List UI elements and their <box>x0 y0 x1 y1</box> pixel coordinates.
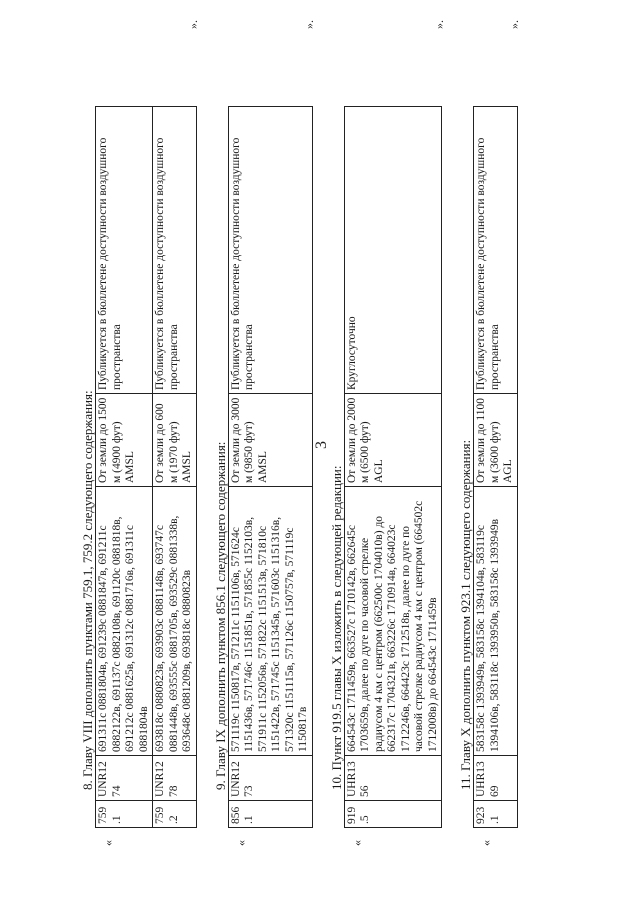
row-number: 759.1 <box>96 801 153 828</box>
zone-altitude: От земли до 1100 м (3600 фут) AGL <box>474 394 518 487</box>
zone-coordinates: 693818с 0880823в, 693903с 0881148в, 693747с 0881448в, 693555с 0881705в, 693529с 0881338в, 693648с 0881209в, 693818с 0880823в <box>153 487 197 756</box>
section-11 <box>458 20 521 850</box>
zone-note: Публикуется в бюллетене доступности воздушного пространства <box>228 107 312 394</box>
airspace-table <box>473 106 518 828</box>
table-row <box>228 107 312 828</box>
rotated-content <box>80 20 521 850</box>
zone-coordinates: 664543с 1711459в, 663527с 1710142в, 662645с 1703659в, далее по дуге по часовой стрелке радиусом 4 км с центром (662500с 1704010в) до 662317с 1704321в, 663226с 1710914в, 664023с 1712246в, 664423с 1712518в, далее по дуге по часовой стрелке радиусом 4 км с центром (664502с 1712008в) до 664543с 1711459в <box>344 487 442 756</box>
zone-code: UNR1274 <box>96 756 153 801</box>
airspace-table <box>228 106 313 828</box>
zone-code: UHR1356 <box>344 756 442 801</box>
zone-code: UNR1273 <box>228 756 312 801</box>
section-heading: 9. Главу IX дополнить пунктом 856.1 следующего содержания: <box>212 441 228 790</box>
zone-note: Публикуется в бюллетене доступности воздушного пространства <box>96 107 153 394</box>
open-quote: « <box>479 840 493 846</box>
page-number: 3 <box>313 441 330 449</box>
section-8 <box>80 20 200 850</box>
section-heading: 10. Пункт 919.5 главы X изложить в следующей редакции: <box>328 465 344 790</box>
airspace-table <box>344 106 443 828</box>
open-quote: « <box>233 840 248 846</box>
close-quote: ». <box>302 20 316 29</box>
zone-coordinates: 583158с 1393949в, 583158с 1394104в, 583119с 1394106в, 583118с 1393950в, 583158с 1393949в <box>474 487 518 756</box>
airspace-table <box>95 106 197 828</box>
section-heading: 8. Главу VIII дополнить пунктами 759.1, 759.2 следующего содержания: <box>80 390 95 790</box>
section-9 <box>212 20 316 850</box>
zone-note: Круглосуточно <box>344 107 442 394</box>
zone-altitude: От земли до 600 м (1970 фут) AMSL <box>153 394 197 487</box>
close-quote: ». <box>186 20 200 29</box>
open-quote: « <box>101 840 115 846</box>
zone-coordinates: 571119с 1150817в, 571211с 1151106в, 571624с 1151436в, 571746с 1151851в, 571855с 1152103в, 571911с 1152056в, 571822с 1151513в, 571810с 1151422в, 571745с 1151345в, 571603с 1151316в, 571320с 1151115в, 571126с 1150757в, 571119с 1150817в <box>228 487 312 756</box>
zone-altitude: От земли до 3000 м (9850 фут) AMSL <box>228 394 312 487</box>
zone-altitude: От земли до 1500 м (4900 фут) AMSL <box>96 394 153 487</box>
section-heading: 11. Главу X дополнить пунктом 923.1 следующего содержания: <box>458 439 473 790</box>
zone-coordinates: 691311с 0881804в, 691239с 0881847в, 691211с 0882122в, 691137с 0882108в, 691120с 0881818в, 691212с 0881625в, 691312с 0881716в, 691311с 0881804в <box>96 487 153 756</box>
row-number: 856.1 <box>228 801 312 828</box>
table-row <box>344 107 442 828</box>
row-number: 923.1 <box>474 801 518 828</box>
table-row <box>474 107 518 828</box>
zone-note: Публикуется в бюллетене доступности воздушного пространства <box>153 107 197 394</box>
close-quote: ». <box>507 20 521 29</box>
table-row <box>153 107 197 828</box>
zone-code: UNR1278 <box>153 756 197 801</box>
table-row <box>96 107 153 828</box>
close-quote: ». <box>431 20 446 29</box>
open-quote: « <box>349 840 364 846</box>
zone-altitude: От земли до 2000 м (6500 фут) AGL <box>344 394 442 487</box>
row-number: 759.2 <box>153 801 197 828</box>
zone-code: UHR1369 <box>474 756 518 801</box>
section-10 <box>328 20 446 850</box>
zone-note: Публикуется в бюллетене доступности воздушного пространства <box>474 107 518 394</box>
row-number: 919.5 <box>344 801 442 828</box>
